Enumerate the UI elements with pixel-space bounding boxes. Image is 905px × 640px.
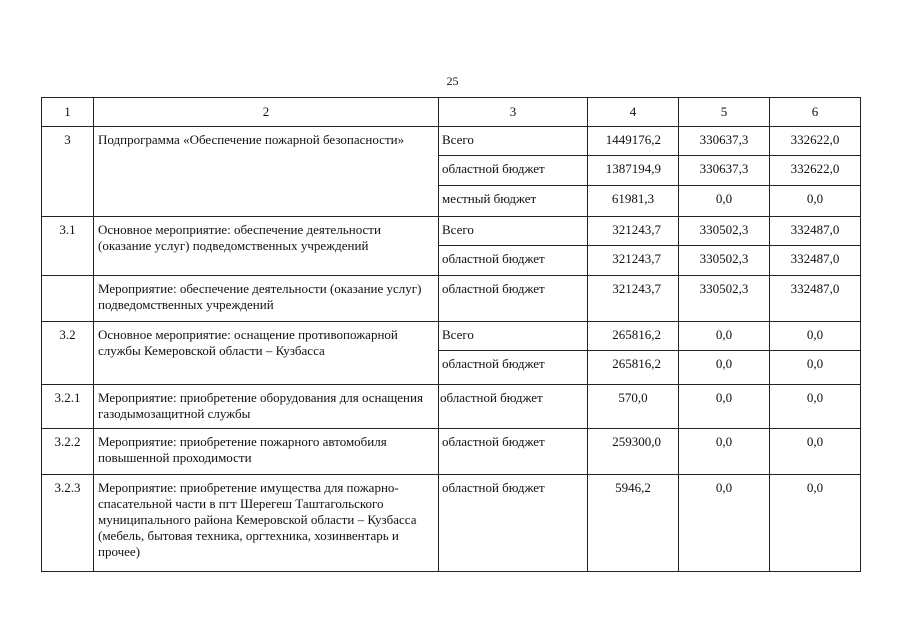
header-cell: 3 bbox=[439, 98, 588, 127]
item-number bbox=[42, 276, 94, 322]
item-number: 3.2.1 bbox=[42, 385, 94, 429]
item-name: Мероприятие: приобретение имущества для пожарно-спасательной части в пгт Шерегеш Таштагольского муниципального района Кемеровской области – Кузбасса (мебель, бытовая техника, оргтехника, хозинвентарь и прочее) bbox=[94, 475, 439, 572]
value-col4: 321243,7 bbox=[588, 217, 679, 246]
value-col5: 0,0 bbox=[679, 186, 770, 217]
table-row bbox=[42, 127, 861, 156]
value-col6: 0,0 bbox=[770, 351, 861, 385]
header-cell: 6 bbox=[770, 98, 861, 127]
item-number: 3 bbox=[42, 127, 94, 217]
table-row bbox=[42, 429, 861, 475]
value-col5: 0,0 bbox=[679, 385, 770, 429]
value-col4: 321243,7 bbox=[588, 246, 679, 276]
value-col6: 332487,0 bbox=[770, 217, 861, 246]
value-col4: 1387194,9 bbox=[588, 156, 679, 186]
value-col5: 330637,3 bbox=[679, 127, 770, 156]
value-col4: 265816,2 bbox=[588, 322, 679, 351]
value-col6: 0,0 bbox=[770, 429, 861, 475]
value-col6: 332622,0 bbox=[770, 127, 861, 156]
funding-source: Всего bbox=[439, 322, 588, 351]
value-col6: 0,0 bbox=[770, 322, 861, 351]
header-cell: 4 bbox=[588, 98, 679, 127]
value-col6: 332622,0 bbox=[770, 156, 861, 186]
table-row bbox=[42, 322, 861, 351]
funding-source: областной бюджет bbox=[439, 246, 588, 276]
item-number: 3.1 bbox=[42, 217, 94, 276]
value-col5: 330502,3 bbox=[679, 217, 770, 246]
value-col4: 1449176,2 bbox=[588, 127, 679, 156]
value-col5: 0,0 bbox=[679, 429, 770, 475]
value-col6: 0,0 bbox=[770, 385, 861, 429]
item-name: Основное мероприятие: обеспечение деятельности (оказание услуг) подведомственных учреждений bbox=[94, 217, 439, 276]
value-col5: 330502,3 bbox=[679, 276, 770, 322]
header-cell: 1 bbox=[42, 98, 94, 127]
funding-source: областной бюджет bbox=[439, 429, 588, 475]
value-col4: 259300,0 bbox=[588, 429, 679, 475]
page-number: 25 bbox=[446, 74, 459, 88]
item-name: Подпрограмма «Обеспечение пожарной безопасности» bbox=[94, 127, 439, 217]
funding-source: областной бюджет bbox=[439, 475, 588, 572]
table-row bbox=[42, 276, 861, 322]
value-col5: 0,0 bbox=[679, 475, 770, 572]
funding-source: областной бюджет bbox=[439, 351, 588, 385]
funding-source: местный бюджет bbox=[439, 186, 588, 217]
value-col6: 332487,0 bbox=[770, 276, 861, 322]
item-number: 3.2.2 bbox=[42, 429, 94, 475]
value-col6: 332487,0 bbox=[770, 246, 861, 276]
value-col4: 570,0 bbox=[588, 385, 679, 429]
item-name: Мероприятие: обеспечение деятельности (оказание услуг) подведомственных учреждений bbox=[94, 276, 439, 322]
item-number: 3.2 bbox=[42, 322, 94, 385]
funding-source: областной бюджет bbox=[439, 156, 588, 186]
value-col5: 330637,3 bbox=[679, 156, 770, 186]
funding-source: областной бюджет bbox=[439, 276, 588, 322]
table-row bbox=[42, 217, 861, 246]
funding-source: Всего bbox=[439, 127, 588, 156]
table-row bbox=[42, 385, 861, 429]
budget-table bbox=[41, 97, 861, 572]
funding-source: областной бюджет bbox=[439, 385, 588, 429]
header-cell: 5 bbox=[679, 98, 770, 127]
value-col5: 0,0 bbox=[679, 351, 770, 385]
item-number: 3.2.3 bbox=[42, 475, 94, 572]
table-header-row bbox=[42, 98, 861, 127]
header-cell: 2 bbox=[94, 98, 439, 127]
value-col4: 5946,2 bbox=[588, 475, 679, 572]
value-col5: 330502,3 bbox=[679, 246, 770, 276]
value-col5: 0,0 bbox=[679, 322, 770, 351]
funding-source: Всего bbox=[439, 217, 588, 246]
table-row bbox=[42, 475, 861, 572]
value-col4: 265816,2 bbox=[588, 351, 679, 385]
item-name: Мероприятие: приобретение оборудования для оснащения газодымозащитной службы bbox=[94, 385, 439, 429]
item-name: Мероприятие: приобретение пожарного автомобиля повышенной проходимости bbox=[94, 429, 439, 475]
value-col4: 61981,3 bbox=[588, 186, 679, 217]
item-name: Основное мероприятие: оснащение противопожарной службы Кемеровской области – Кузбасса bbox=[94, 322, 439, 385]
value-col6: 0,0 bbox=[770, 475, 861, 572]
value-col4: 321243,7 bbox=[588, 276, 679, 322]
value-col6: 0,0 bbox=[770, 186, 861, 217]
